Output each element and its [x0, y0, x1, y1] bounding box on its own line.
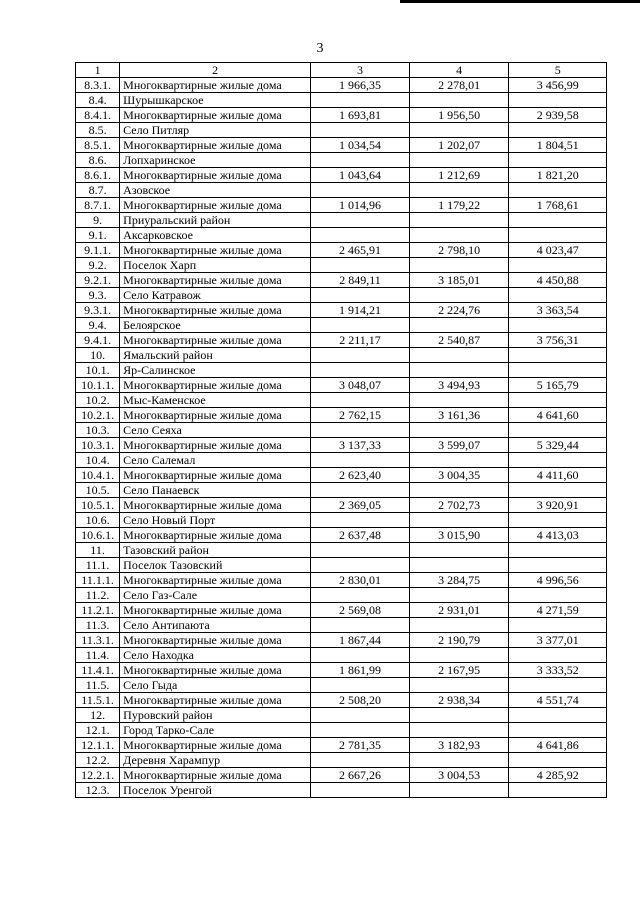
- row-name: Многоквартирные жилые дома: [120, 498, 311, 513]
- row-name: Азовское: [120, 183, 311, 198]
- value-col5: [509, 288, 607, 303]
- value-col5: 4 996,56: [509, 573, 607, 588]
- row-name: Село Питляр: [120, 123, 311, 138]
- value-col3: 2 637,48: [311, 528, 410, 543]
- table-row: [76, 288, 607, 303]
- value-col4: [409, 228, 509, 243]
- value-col3: [311, 558, 410, 573]
- tariff-table: [75, 62, 607, 798]
- row-code: 11.2.1.: [76, 603, 120, 618]
- table-row: [76, 93, 607, 108]
- row-name: Село Сеяха: [120, 423, 311, 438]
- row-code: 11.1.1.: [76, 573, 120, 588]
- row-code: 10.6.: [76, 513, 120, 528]
- value-col4: [409, 678, 509, 693]
- row-name: Поселок Харп: [120, 258, 311, 273]
- value-col4: 2 798,10: [409, 243, 509, 258]
- table-row: [76, 573, 607, 588]
- value-col4: 3 599,07: [409, 438, 509, 453]
- value-col3: [311, 753, 410, 768]
- value-col4: [409, 648, 509, 663]
- value-col3: 2 569,08: [311, 603, 410, 618]
- row-name: Многоквартирные жилые дома: [120, 378, 311, 393]
- table-row: [76, 453, 607, 468]
- row-code: 8.4.1.: [76, 108, 120, 123]
- value-col3: [311, 93, 410, 108]
- value-col3: [311, 783, 410, 798]
- table-row: [76, 783, 607, 798]
- value-col5: [509, 558, 607, 573]
- table-row: [76, 618, 607, 633]
- row-name: Многоквартирные жилые дома: [120, 438, 311, 453]
- table-row: [76, 168, 607, 183]
- value-col3: [311, 513, 410, 528]
- table-row: [76, 753, 607, 768]
- value-col5: [509, 258, 607, 273]
- row-name: Село Антипаюта: [120, 618, 311, 633]
- table-row: [76, 123, 607, 138]
- value-col4: [409, 153, 509, 168]
- value-col3: 1 043,64: [311, 168, 410, 183]
- table-row: [76, 138, 607, 153]
- value-col3: 1 966,35: [311, 78, 410, 93]
- value-col4: [409, 393, 509, 408]
- value-col4: 1 202,07: [409, 138, 509, 153]
- row-name: Мыс-Каменское: [120, 393, 311, 408]
- table-row: [76, 723, 607, 738]
- value-col4: [409, 708, 509, 723]
- value-col4: [409, 483, 509, 498]
- value-col5: 5 165,79: [509, 378, 607, 393]
- value-col3: 1 867,44: [311, 633, 410, 648]
- value-col3: 2 849,11: [311, 273, 410, 288]
- row-code: 8.4.: [76, 93, 120, 108]
- value-col5: 4 641,86: [509, 738, 607, 753]
- value-col4: [409, 258, 509, 273]
- table-row: [76, 378, 607, 393]
- table-row: [76, 693, 607, 708]
- value-col5: [509, 723, 607, 738]
- table-row: [76, 708, 607, 723]
- row-name: Многоквартирные жилые дома: [120, 333, 311, 348]
- row-name: Многоквартирные жилые дома: [120, 243, 311, 258]
- value-col3: [311, 183, 410, 198]
- value-col4: 2 167,95: [409, 663, 509, 678]
- value-col5: 3 333,52: [509, 663, 607, 678]
- value-col3: [311, 588, 410, 603]
- table-row: [76, 648, 607, 663]
- value-col4: [409, 318, 509, 333]
- value-col4: [409, 753, 509, 768]
- table-row: [76, 588, 607, 603]
- value-col5: 3 756,31: [509, 333, 607, 348]
- value-col4: 3 284,75: [409, 573, 509, 588]
- table-row: [76, 183, 607, 198]
- value-col4: 3 185,01: [409, 273, 509, 288]
- value-col4: [409, 588, 509, 603]
- value-col3: [311, 348, 410, 363]
- row-code: 12.2.1.: [76, 768, 120, 783]
- row-code: 10.6.1.: [76, 528, 120, 543]
- table-row: [76, 408, 607, 423]
- row-name: Многоквартирные жилые дома: [120, 303, 311, 318]
- row-name: Многоквартирные жилые дома: [120, 468, 311, 483]
- row-code: 11.1.: [76, 558, 120, 573]
- value-col4: [409, 363, 509, 378]
- value-col5: 3 920,91: [509, 498, 607, 513]
- row-code: 11.4.1.: [76, 663, 120, 678]
- row-code: 8.7.1.: [76, 198, 120, 213]
- row-name: Многоквартирные жилые дома: [120, 168, 311, 183]
- value-col5: [509, 753, 607, 768]
- row-name: Село Салемал: [120, 453, 311, 468]
- value-col5: 4 023,47: [509, 243, 607, 258]
- value-col3: [311, 453, 410, 468]
- value-col4: [409, 558, 509, 573]
- value-col3: 1 014,96: [311, 198, 410, 213]
- row-code: 12.3.: [76, 783, 120, 798]
- row-name: Многоквартирные жилые дома: [120, 108, 311, 123]
- value-col5: 2 939,58: [509, 108, 607, 123]
- row-code: 11.: [76, 543, 120, 558]
- value-col4: 2 540,87: [409, 333, 509, 348]
- row-name: Многоквартирные жилые дома: [120, 78, 311, 93]
- value-col3: [311, 228, 410, 243]
- table-row: [76, 528, 607, 543]
- table-row: [76, 303, 607, 318]
- row-name: Село Панаевск: [120, 483, 311, 498]
- value-col5: [509, 93, 607, 108]
- value-col4: [409, 348, 509, 363]
- row-code: 9.4.: [76, 318, 120, 333]
- row-name: Поселок Уренгой: [120, 783, 311, 798]
- value-col5: 5 329,44: [509, 438, 607, 453]
- value-col3: [311, 543, 410, 558]
- column-header: 3: [311, 63, 410, 78]
- value-col4: [409, 543, 509, 558]
- value-col5: [509, 708, 607, 723]
- row-code: 9.4.1.: [76, 333, 120, 348]
- value-col4: [409, 618, 509, 633]
- value-col4: 1 212,69: [409, 168, 509, 183]
- value-col3: 2 508,20: [311, 693, 410, 708]
- value-col3: 2 369,05: [311, 498, 410, 513]
- table-row: [76, 738, 607, 753]
- row-code: 10.5.1.: [76, 498, 120, 513]
- table-row: [76, 393, 607, 408]
- row-code: 11.4.: [76, 648, 120, 663]
- value-col4: 3 161,36: [409, 408, 509, 423]
- row-name: Лопхаринское: [120, 153, 311, 168]
- value-col3: 2 762,15: [311, 408, 410, 423]
- value-col4: 3 004,35: [409, 468, 509, 483]
- row-code: 11.5.1.: [76, 693, 120, 708]
- row-name: Многоквартирные жилые дома: [120, 738, 311, 753]
- row-name: Многоквартирные жилые дома: [120, 663, 311, 678]
- table-header-row: [76, 63, 607, 78]
- table-row: [76, 258, 607, 273]
- table-row: [76, 663, 607, 678]
- value-col5: 1 768,61: [509, 198, 607, 213]
- value-col3: [311, 213, 410, 228]
- value-col3: [311, 678, 410, 693]
- value-col5: 4 285,92: [509, 768, 607, 783]
- table-row: [76, 483, 607, 498]
- value-col3: 2 781,35: [311, 738, 410, 753]
- row-code: 10.3.: [76, 423, 120, 438]
- table-row: [76, 108, 607, 123]
- row-code: 10.: [76, 348, 120, 363]
- column-header: 2: [120, 63, 311, 78]
- value-col4: 3 015,90: [409, 528, 509, 543]
- row-name: Тазовский район: [120, 543, 311, 558]
- value-col5: 3 456,99: [509, 78, 607, 93]
- row-code: 8.5.1.: [76, 138, 120, 153]
- value-col4: [409, 723, 509, 738]
- value-col5: [509, 483, 607, 498]
- row-code: 9.1.: [76, 228, 120, 243]
- value-col5: 3 363,54: [509, 303, 607, 318]
- value-col5: [509, 588, 607, 603]
- table-row: [76, 348, 607, 363]
- value-col4: [409, 183, 509, 198]
- row-code: 10.3.1.: [76, 438, 120, 453]
- value-col5: 4 271,59: [509, 603, 607, 618]
- value-col4: 3 182,93: [409, 738, 509, 753]
- value-col5: [509, 183, 607, 198]
- row-name: Приуральский район: [120, 213, 311, 228]
- row-name: Яр-Салинское: [120, 363, 311, 378]
- row-name: Белоярское: [120, 318, 311, 333]
- row-code: 8.3.1.: [76, 78, 120, 93]
- value-col4: [409, 513, 509, 528]
- value-col3: [311, 393, 410, 408]
- table-row: [76, 438, 607, 453]
- value-col5: [509, 678, 607, 693]
- value-col5: 3 377,01: [509, 633, 607, 648]
- value-col5: [509, 318, 607, 333]
- value-col3: [311, 123, 410, 138]
- table-row: [76, 498, 607, 513]
- row-name: Деревня Харампур: [120, 753, 311, 768]
- row-name: Многоквартирные жилые дома: [120, 273, 311, 288]
- value-col3: 2 623,40: [311, 468, 410, 483]
- value-col5: [509, 213, 607, 228]
- row-code: 8.7.: [76, 183, 120, 198]
- value-col3: [311, 648, 410, 663]
- value-col3: [311, 318, 410, 333]
- table-row: [76, 273, 607, 288]
- value-col4: [409, 783, 509, 798]
- value-col5: [509, 783, 607, 798]
- row-code: 8.6.1.: [76, 168, 120, 183]
- table-row: [76, 513, 607, 528]
- value-col5: [509, 123, 607, 138]
- value-col3: [311, 258, 410, 273]
- value-col3: [311, 483, 410, 498]
- value-col3: [311, 723, 410, 738]
- value-col5: [509, 153, 607, 168]
- row-name: Поселок Тазовский: [120, 558, 311, 573]
- value-col4: 2 931,01: [409, 603, 509, 618]
- value-col4: [409, 93, 509, 108]
- value-col4: 3 494,93: [409, 378, 509, 393]
- value-col5: [509, 363, 607, 378]
- value-col3: [311, 153, 410, 168]
- row-name: Многоквартирные жилые дома: [120, 138, 311, 153]
- value-col3: [311, 618, 410, 633]
- value-col5: [509, 543, 607, 558]
- value-col4: 2 190,79: [409, 633, 509, 648]
- row-code: 11.3.: [76, 618, 120, 633]
- value-col3: 3 137,33: [311, 438, 410, 453]
- table-row: [76, 423, 607, 438]
- row-code: 9.1.1.: [76, 243, 120, 258]
- value-col4: 3 004,53: [409, 768, 509, 783]
- row-code: 8.5.: [76, 123, 120, 138]
- value-col4: [409, 213, 509, 228]
- column-header: 4: [409, 63, 509, 78]
- row-code: 10.2.: [76, 393, 120, 408]
- row-code: 8.6.: [76, 153, 120, 168]
- value-col5: [509, 423, 607, 438]
- value-col3: 2 667,26: [311, 768, 410, 783]
- value-col5: [509, 393, 607, 408]
- row-name: Ямальский район: [120, 348, 311, 363]
- table-row: [76, 318, 607, 333]
- row-code: 10.4.1.: [76, 468, 120, 483]
- table-row: [76, 468, 607, 483]
- table-row: [76, 633, 607, 648]
- value-col4: 2 938,34: [409, 693, 509, 708]
- table-row: [76, 363, 607, 378]
- value-col4: 2 224,76: [409, 303, 509, 318]
- table-row: [76, 603, 607, 618]
- value-col5: [509, 348, 607, 363]
- value-col4: [409, 123, 509, 138]
- table-row: [76, 768, 607, 783]
- value-col5: 4 551,74: [509, 693, 607, 708]
- value-col5: [509, 513, 607, 528]
- row-code: 9.2.1.: [76, 273, 120, 288]
- row-code: 11.2.: [76, 588, 120, 603]
- page-number: 3: [316, 41, 324, 56]
- value-col3: 1 034,54: [311, 138, 410, 153]
- row-code: 12.1.1.: [76, 738, 120, 753]
- value-col4: 2 702,73: [409, 498, 509, 513]
- value-col3: 1 693,81: [311, 108, 410, 123]
- table-row: [76, 213, 607, 228]
- row-name: Многоквартирные жилые дома: [120, 528, 311, 543]
- row-name: Многоквартирные жилые дома: [120, 633, 311, 648]
- row-code: 9.3.: [76, 288, 120, 303]
- value-col5: 4 641,60: [509, 408, 607, 423]
- row-name: Село Гыда: [120, 678, 311, 693]
- value-col3: [311, 708, 410, 723]
- value-col3: [311, 288, 410, 303]
- table-row: [76, 153, 607, 168]
- row-code: 10.1.1.: [76, 378, 120, 393]
- row-name: Аксарковское: [120, 228, 311, 243]
- row-code: 10.5.: [76, 483, 120, 498]
- value-col5: 1 804,51: [509, 138, 607, 153]
- row-name: Село Новый Порт: [120, 513, 311, 528]
- row-name: Многоквартирные жилые дома: [120, 573, 311, 588]
- value-col3: 3 048,07: [311, 378, 410, 393]
- value-col3: 2 465,91: [311, 243, 410, 258]
- row-code: 12.1.: [76, 723, 120, 738]
- table-row: [76, 243, 607, 258]
- row-name: Многоквартирные жилые дома: [120, 198, 311, 213]
- value-col3: [311, 363, 410, 378]
- table-row: [76, 543, 607, 558]
- value-col4: 1 956,50: [409, 108, 509, 123]
- value-col4: 1 179,22: [409, 198, 509, 213]
- value-col3: 1 914,21: [311, 303, 410, 318]
- row-code: 12.: [76, 708, 120, 723]
- row-code: 10.4.: [76, 453, 120, 468]
- value-col3: [311, 423, 410, 438]
- row-code: 11.5.: [76, 678, 120, 693]
- row-code: 11.3.1.: [76, 633, 120, 648]
- column-header: 5: [509, 63, 607, 78]
- row-code: 9.3.1.: [76, 303, 120, 318]
- row-code: 9.2.: [76, 258, 120, 273]
- table-row: [76, 678, 607, 693]
- value-col3: 2 830,01: [311, 573, 410, 588]
- value-col5: 4 450,88: [509, 273, 607, 288]
- scan-edge-mark: [400, 0, 640, 3]
- value-col5: [509, 618, 607, 633]
- row-code: 10.2.1.: [76, 408, 120, 423]
- table-row: [76, 198, 607, 213]
- table-body: [76, 78, 607, 798]
- row-name: Многоквартирные жилые дома: [120, 768, 311, 783]
- value-col3: 1 861,99: [311, 663, 410, 678]
- row-name: Село Находка: [120, 648, 311, 663]
- value-col5: [509, 228, 607, 243]
- value-col3: 2 211,17: [311, 333, 410, 348]
- value-col4: [409, 423, 509, 438]
- row-code: 12.2.: [76, 753, 120, 768]
- row-name: Многоквартирные жилые дома: [120, 603, 311, 618]
- row-code: 9.: [76, 213, 120, 228]
- value-col5: [509, 648, 607, 663]
- row-name: Многоквартирные жилые дома: [120, 693, 311, 708]
- value-col4: [409, 453, 509, 468]
- table-row: [76, 333, 607, 348]
- column-header: 1: [76, 63, 120, 78]
- value-col5: 1 821,20: [509, 168, 607, 183]
- value-col5: 4 411,60: [509, 468, 607, 483]
- row-name: Многоквартирные жилые дома: [120, 408, 311, 423]
- row-name: Пуровский район: [120, 708, 311, 723]
- row-name: Город Тарко-Сале: [120, 723, 311, 738]
- row-name: Село Газ-Сале: [120, 588, 311, 603]
- value-col5: [509, 453, 607, 468]
- row-name: Шурышкарское: [120, 93, 311, 108]
- table-row: [76, 78, 607, 93]
- row-code: 10.1.: [76, 363, 120, 378]
- table-row: [76, 228, 607, 243]
- row-name: Село Катравож: [120, 288, 311, 303]
- value-col4: 2 278,01: [409, 78, 509, 93]
- table-row: [76, 558, 607, 573]
- value-col5: 4 413,03: [509, 528, 607, 543]
- value-col4: [409, 288, 509, 303]
